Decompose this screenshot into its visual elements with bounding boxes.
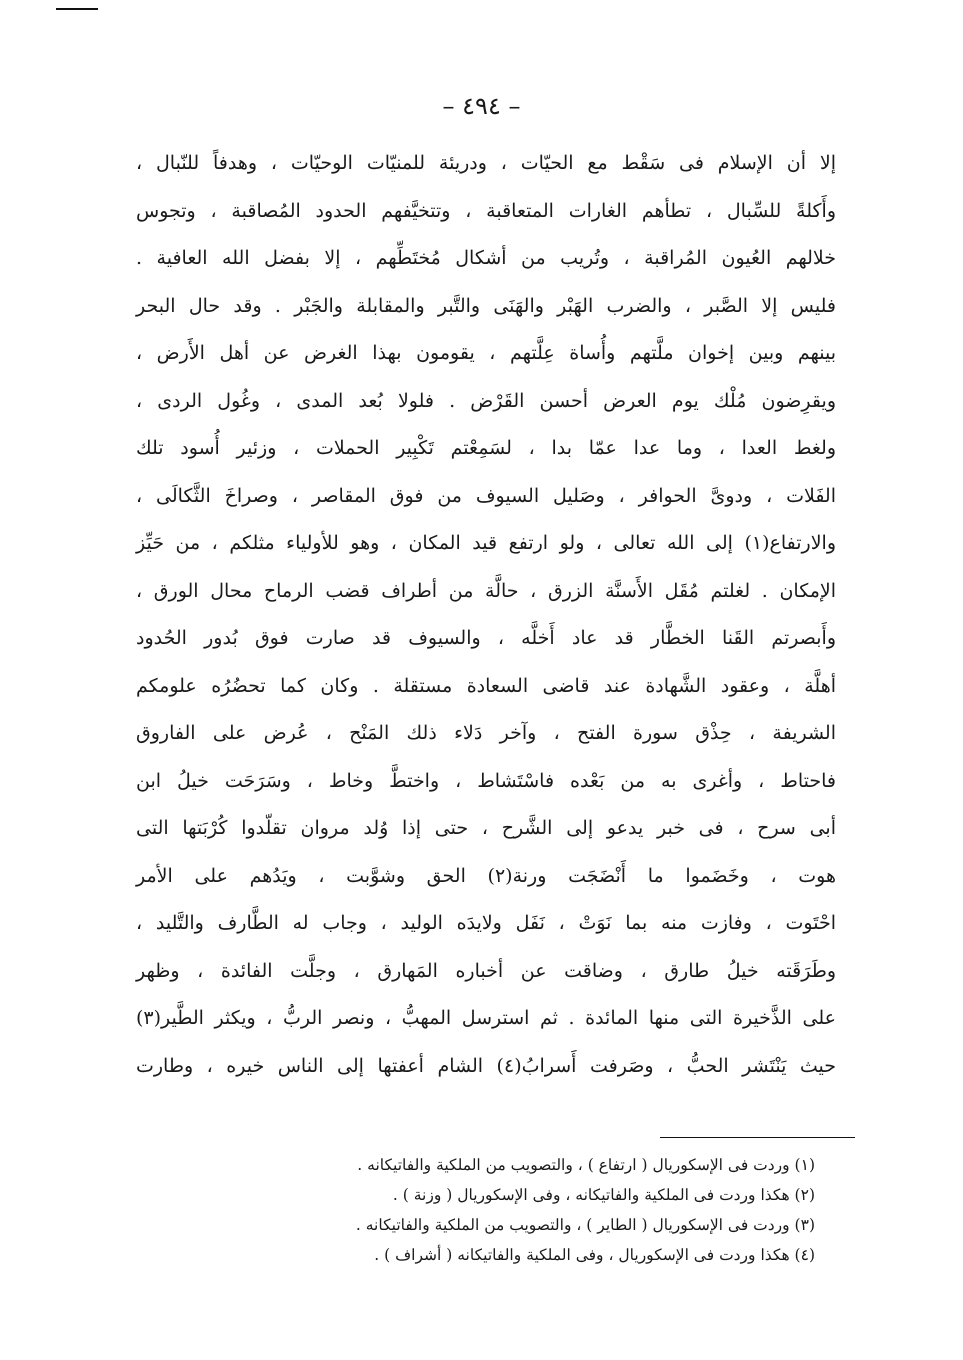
main-text: [136, 140, 836, 1090]
footnote: (٤) هكذا وردت فى الإسكوريال ، وفى الملكية والفاتيكانه ( أشراف ) .: [374, 1246, 815, 1264]
text-line: فليس إلا الصَّبر ، والضرب الهَبْر والهَنَى والتَّبر والمقابلة والجَبْر . وقد حال البحر: [136, 294, 836, 317]
text-line: فاحتاط ، وأغرى به من بَعْده فاسْتَشاط ، واختطَّ وخاط ، وسَرَحَت خيلُ ابن: [136, 769, 836, 792]
text-line: الشريفة ، حِذْق سورة الفتح ، وآخر دَلاء ذلك المَنْح ، عُرض على الفاروق: [136, 722, 836, 744]
text-line: ولغط العدا ، وما عدا عمّا بدا ، لسَمِعْتم تَكْبِير الحملات ، وزئير أُسود تلك: [136, 437, 836, 459]
text-line: وأَبصرتم القَنا الخطَّار قد عاد أَخلَّه ، والسيوف قد صارت فوق بُدور الحُدود: [136, 627, 836, 649]
text-line: إلا أن الإسلام فى سَقْط مع الحيّات ، ودريئة للمنيّات الوحيّات ، وهدفاً للنّبال ،: [136, 152, 836, 174]
text-line: هوت ، وخَضَموا ما أَنْضَجَت ورنة(٢) الحق وشوَّبت ، ويَدُهم على الأمر: [136, 864, 836, 887]
text-line: وأَكلةً للسِّبال ، تطأهم الغارات المتعاقبة ، وتتخيَّفهم الحدود المُصاقبة ، وتجوس: [136, 199, 836, 222]
footnotes: [200, 1150, 815, 1270]
text-line: ويقرِضون مُلْك يوم العرض أحسن القَرْض . فلولا بُعد المدى ، وغُول الردى ،: [136, 389, 836, 412]
text-line: وطَرَقَته خيلُ طارق ، وضاقت عن أخباره المَهارق ، وجلَّت الفائدة ، وظهر: [136, 959, 836, 982]
text-line: على الذَّخيرة التى منها المائدة . ثم استرسل المهبُّ ، ونصر الربُّ ، ويكثر الطَّير(٣): [136, 1007, 836, 1029]
footnote: (١) وردت فى الإسكوريال ( ارتفاع ) ، والتصويب من الملكية والفاتيكانه .: [357, 1156, 815, 1174]
corner-rule: [56, 8, 98, 10]
text-line: الإمكان . لغلتم مُقَل الأَسنَّة الزرق ، حالَّة من أطراف قضب الرماح محال الورق ،: [136, 579, 836, 602]
text-line: الفَلات ، ودوىَّ الحوافر ، وصَليل السيوف من فوق المقاصر ، وصراخَ الثَّكالَى ،: [136, 484, 836, 507]
footnote-rule: [660, 1137, 855, 1138]
text-line: احْتَوت ، وفازت منه بما نَوَتْ ، نَفَل ولايدَه الوليد ، وجاب له الطَّارف والتَّليد ،: [136, 912, 836, 934]
text-line: أهلَّة ، وعقود الشَّهادة عند قاضى السعادة مستقلة . وكان كما تحضُرُه علومكم: [136, 674, 836, 697]
text-line: حيث يَنْتَشر الحبُّ ، وصَرفت أَسرابُ(٤) الشام أعفتها إلى الناس خيره ، وطارت: [136, 1054, 837, 1077]
footnote: (٣) وردت فى الإسكوريال ( الطاير ) ، والتصويب من الملكية والفاتيكانه .: [355, 1216, 815, 1234]
page-number: – ٤٩٤ –: [442, 92, 521, 120]
text-line: بينهم وبين إخوان ملَّتهم وأُساة عِلَّتهم ، يقومون بهذا الغرض عن أهل الأَرض ،: [136, 342, 836, 364]
text-line: والارتفاع(١) إلى الله تعالى ، ولو ارتفع قيد المكان ، وهو للأولياء مثلكم ، من حَيِّز: [136, 532, 836, 554]
footnote: (٢) هكذا وردت فى الملكية والفاتيكانه ، وفى الإسكوريال ( وزنة ) .: [392, 1186, 815, 1204]
text-line: أبى سرح ، فى خبر يدعو إلى الشَّرح ، حتى إذا وُلد مروان تقلّدوا كُرْبَتها التى: [136, 817, 836, 839]
text-line: خلالهم العُيون المُراقبة ، وتُريب من أشكال مُختَطِّهم ، إلا بفضل الله العافية .: [136, 247, 836, 269]
